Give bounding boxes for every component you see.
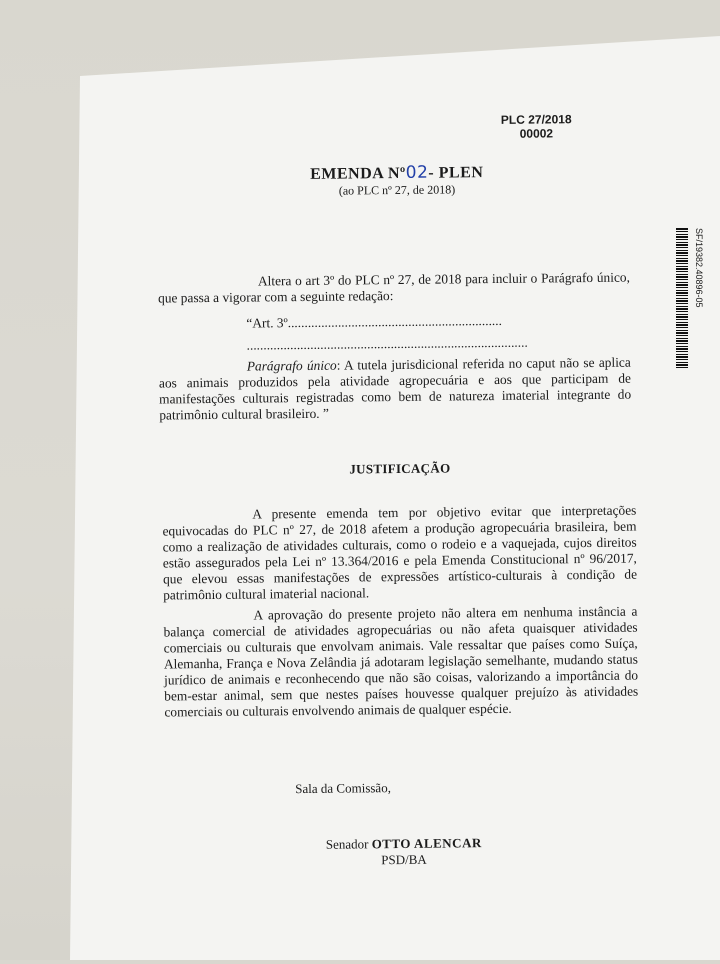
art-line: “Art. 3º................................................................: [246, 312, 503, 331]
senator-name: OTTO ALENCAR: [371, 835, 482, 852]
doc-code-line1: PLC 27/2018: [500, 112, 572, 127]
paragrafo-text: : A tutela jurisdicional referida no caput não se aplica aos animais produzidos pela atividade agropecuária e aos que participam de manifestações culturais registradas como bem de natureza imaterial integrante do patrimônio cultural brasileiro. ”: [158, 354, 632, 423]
barcode-code: SF/19382.40896-05: [694, 228, 704, 308]
barcode: [676, 228, 706, 368]
handwritten-number: 02: [405, 162, 429, 183]
sala-comissao: Sala da Comissão,: [295, 780, 391, 797]
paragrafo-unico: [159, 355, 632, 424]
document-code: [486, 112, 586, 141]
senator-title: Senador: [325, 836, 372, 852]
justificacao-heading: JUSTIFICAÇÃO: [349, 460, 451, 477]
justificacao-paragraph-2: A aprovação do presente projeto não altera em nenhuma instância a balança comercial de atividades agropecuárias ou não afeta quaisquer atividades comerciais ou culturais que envolvam animais. Vale ressaltar que países como Suíça, Alemanha, França e Nova Zelândia já adotaram legislação semelhante, mudando status jurídico de animais e reconhecendo que não são coisas, valorizando a importância do bem-estar animal, sem que nestes países houvesse qualquer prejuízo às atividades comerciais ou culturais envolvendo animais de qualquer espécie.: [163, 603, 639, 720]
page-subtitle: (ao PLC nº 27, de 2018): [338, 182, 456, 198]
title-prefix: EMENDA Nº: [310, 164, 406, 183]
doc-code-line2: 00002: [519, 126, 554, 141]
dotted-line: ....................................................................................: [246, 334, 528, 353]
party-label: PSD/BA: [381, 851, 427, 868]
justificacao-paragraph-1: A presente emenda tem por objetivo evitar que interpretações equivocadas do PLC nº 27, de 2018 afetem a produção agropecuária brasileira, bem como a realização de atividades culturais, como o rodeio e a vaquejada, cujos direitos estão assegurados pela Lei nº 13.364/2016 e pela Emenda Constitucional nº 96/2017, que elevou essas manifestações de expressões artístico-culturais à condição de patrimônio cultural imaterial nacional.: [162, 502, 638, 603]
intro-paragraph: Altera o art 3º do PLC nº 27, de 2018 para incluir o Parágrafo único, que passa a vigorar com a seguinte redação:: [158, 269, 630, 306]
title-suffix: - PLEN: [428, 164, 484, 182]
barcode-bars: [676, 228, 688, 368]
paragrafo-label: Parágrafo único: [246, 357, 337, 374]
